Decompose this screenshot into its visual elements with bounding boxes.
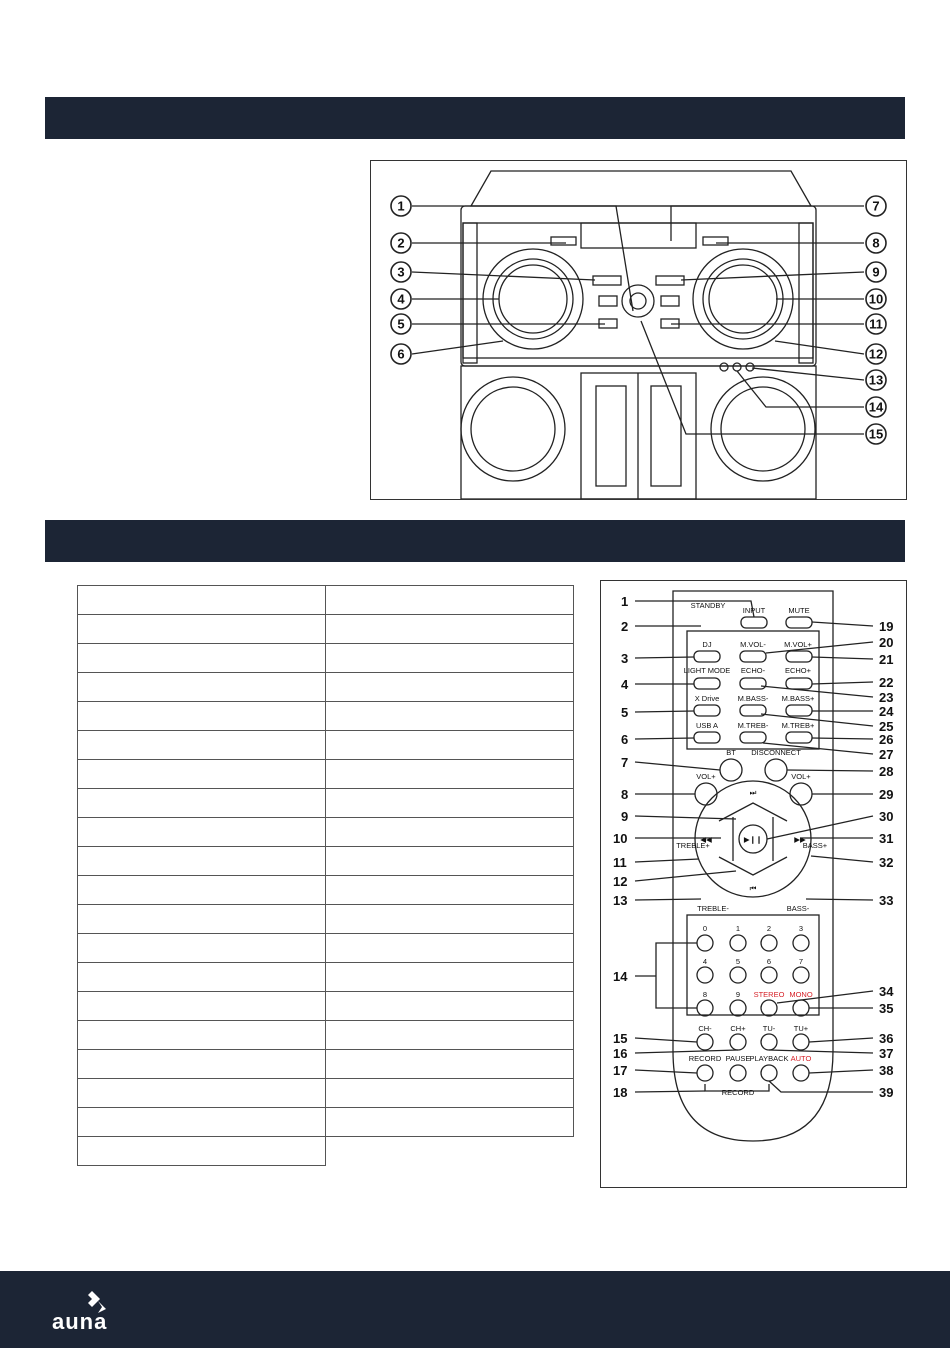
table-row (78, 1021, 574, 1050)
svg-text:7: 7 (872, 198, 880, 214)
svg-text:M.VOL-: M.VOL- (740, 640, 766, 649)
svg-text:STANDBY: STANDBY (690, 601, 726, 610)
table-row (78, 818, 574, 847)
table-row (78, 1050, 574, 1079)
svg-text:30: 30 (879, 809, 894, 824)
svg-text:ECHO+: ECHO+ (784, 666, 812, 675)
svg-text:9: 9 (621, 809, 629, 824)
svg-text:26: 26 (879, 732, 894, 747)
svg-text:27: 27 (879, 747, 894, 762)
svg-text:3: 3 (621, 651, 629, 666)
svg-text:39: 39 (879, 1085, 894, 1100)
device-callout-2 (391, 233, 411, 253)
table-row (78, 673, 574, 702)
svg-text:PAUSE: PAUSE (725, 1054, 751, 1063)
svg-text:29: 29 (879, 787, 894, 802)
controls-table (77, 585, 574, 1166)
svg-text:1: 1 (621, 594, 629, 609)
footer-bar (0, 1271, 950, 1348)
svg-text:TREBLE+: TREBLE+ (676, 841, 710, 850)
svg-text:33: 33 (879, 893, 894, 908)
table-row (78, 1137, 574, 1166)
svg-text:VOL+: VOL+ (791, 772, 811, 781)
svg-text:STEREO: STEREO (753, 990, 785, 999)
svg-text:24: 24 (879, 704, 894, 719)
svg-text:BASS+: BASS+ (802, 841, 828, 850)
svg-text:12: 12 (868, 346, 884, 362)
device-callout-8 (866, 233, 886, 253)
svg-text:13: 13 (613, 893, 628, 908)
svg-text:◀◀: ◀◀ (700, 835, 712, 844)
table-row (78, 992, 574, 1021)
table-row (78, 760, 574, 789)
svg-text:16: 16 (613, 1046, 628, 1061)
svg-text:BASS-: BASS- (786, 904, 810, 913)
svg-text:7: 7 (798, 957, 804, 966)
table-row (78, 1108, 574, 1137)
svg-text:32: 32 (879, 855, 894, 870)
device-callout-1 (391, 196, 411, 216)
svg-text:3: 3 (397, 264, 405, 280)
device-front-panel-figure (370, 160, 907, 500)
device-callout-3 (391, 262, 411, 282)
svg-text:35: 35 (879, 1001, 894, 1016)
table-row (78, 847, 574, 876)
svg-text:9: 9 (872, 264, 880, 280)
svg-text:CH-: CH- (698, 1024, 712, 1033)
table-row (78, 586, 574, 615)
svg-text:6: 6 (621, 732, 629, 747)
svg-text:22: 22 (879, 675, 894, 690)
section-header-bar-top (45, 97, 905, 139)
svg-text:2: 2 (621, 619, 629, 634)
table-row (78, 934, 574, 963)
svg-text:7: 7 (621, 755, 629, 770)
svg-text:11: 11 (613, 855, 627, 870)
svg-text:3: 3 (798, 924, 804, 933)
table-row (78, 1079, 574, 1108)
svg-text:6: 6 (766, 957, 772, 966)
svg-text:14: 14 (868, 399, 884, 415)
svg-text:9: 9 (735, 990, 741, 999)
svg-text:15: 15 (868, 426, 884, 442)
table-row (78, 876, 574, 905)
svg-text:2: 2 (766, 924, 772, 933)
svg-text:⏭: ⏭ (749, 788, 757, 797)
device-callout-14 (866, 397, 886, 417)
svg-text:21: 21 (879, 652, 894, 667)
svg-text:RECORD: RECORD (721, 1088, 755, 1097)
svg-text:31: 31 (879, 831, 894, 846)
svg-text:11: 11 (869, 316, 883, 332)
svg-text:5: 5 (621, 705, 629, 720)
svg-text:4: 4 (702, 957, 708, 966)
svg-text:⏮: ⏮ (749, 884, 757, 893)
svg-text:ECHO-: ECHO- (740, 666, 766, 675)
svg-text:23: 23 (879, 690, 894, 705)
device-callout-6 (391, 344, 411, 364)
device-drawing (371, 161, 906, 499)
device-callout-4 (391, 289, 411, 309)
svg-text:M.TREB+: M.TREB+ (781, 721, 815, 730)
svg-text:0: 0 (702, 924, 708, 933)
svg-text:MONO: MONO (789, 990, 813, 999)
device-callout-5 (391, 314, 411, 334)
svg-text:10: 10 (613, 831, 628, 846)
svg-text:28: 28 (879, 764, 894, 779)
device-callout-10 (866, 289, 886, 309)
svg-text:M.BASS-: M.BASS- (737, 694, 769, 703)
remote-control-figure (600, 580, 907, 1188)
device-callout-7 (866, 196, 886, 216)
svg-text:34: 34 (879, 984, 894, 999)
svg-text:AUTO: AUTO (790, 1054, 812, 1063)
svg-text:12: 12 (613, 874, 628, 889)
device-callout-13 (866, 370, 886, 390)
svg-text:4: 4 (621, 677, 629, 692)
svg-text:TU+: TU+ (793, 1024, 809, 1033)
table-row (78, 963, 574, 992)
table-row (78, 702, 574, 731)
svg-text:17: 17 (613, 1063, 628, 1078)
svg-text:PLAYBACK: PLAYBACK (749, 1054, 789, 1063)
svg-text:4: 4 (397, 291, 405, 307)
svg-text:5: 5 (735, 957, 741, 966)
device-callout-12 (866, 344, 886, 364)
svg-text:CH+: CH+ (730, 1024, 746, 1033)
svg-text:RECORD: RECORD (688, 1054, 722, 1063)
svg-text:8: 8 (872, 235, 880, 251)
svg-text:1: 1 (397, 198, 405, 214)
svg-text:TU-: TU- (762, 1024, 776, 1033)
svg-text:MUTE: MUTE (788, 606, 810, 615)
svg-text:8: 8 (621, 787, 629, 802)
remote-drawing (601, 581, 906, 1187)
svg-text:▶❙❙: ▶❙❙ (743, 835, 763, 844)
device-callout-9 (866, 262, 886, 282)
svg-text:DISCONNECT: DISCONNECT (751, 748, 801, 757)
table-row (78, 789, 574, 818)
svg-text:25: 25 (879, 719, 894, 734)
table-row (78, 905, 574, 934)
svg-text:1: 1 (735, 924, 741, 933)
svg-text:X Drive: X Drive (694, 694, 720, 703)
svg-text:DJ: DJ (702, 640, 712, 649)
table-row (78, 731, 574, 760)
svg-text:20: 20 (879, 635, 894, 650)
table-row (78, 644, 574, 673)
svg-text:10: 10 (868, 291, 884, 307)
svg-text:38: 38 (879, 1063, 894, 1078)
svg-text:19: 19 (879, 619, 894, 634)
svg-text:2: 2 (397, 235, 405, 251)
device-callout-11 (866, 314, 886, 334)
svg-text:6: 6 (397, 346, 405, 362)
svg-text:INPUT: INPUT (742, 606, 766, 615)
section-header-bar-remote (45, 520, 905, 562)
svg-text:5: 5 (397, 316, 405, 332)
svg-text:14: 14 (613, 969, 628, 984)
svg-text:VOL+: VOL+ (696, 772, 716, 781)
svg-text:13: 13 (868, 372, 884, 388)
svg-text:TREBLE-: TREBLE- (697, 904, 729, 913)
svg-text:18: 18 (613, 1085, 628, 1100)
brand-logo-text: auna (52, 1309, 108, 1334)
table-row (78, 615, 574, 644)
svg-text:BT: BT (726, 748, 736, 757)
svg-text:M.BASS+: M.BASS+ (781, 694, 815, 703)
svg-text:36: 36 (879, 1031, 894, 1046)
svg-text:15: 15 (613, 1031, 628, 1046)
device-callout-15 (866, 424, 886, 444)
svg-text:▶▶: ▶▶ (794, 835, 806, 844)
svg-text:USB A: USB A (695, 721, 719, 730)
svg-text:M.VOL+: M.VOL+ (784, 640, 812, 649)
svg-text:37: 37 (879, 1046, 894, 1061)
svg-text:M.TREB-: M.TREB- (737, 721, 769, 730)
svg-text:LIGHT MODE: LIGHT MODE (683, 666, 731, 675)
svg-text:8: 8 (702, 990, 708, 999)
